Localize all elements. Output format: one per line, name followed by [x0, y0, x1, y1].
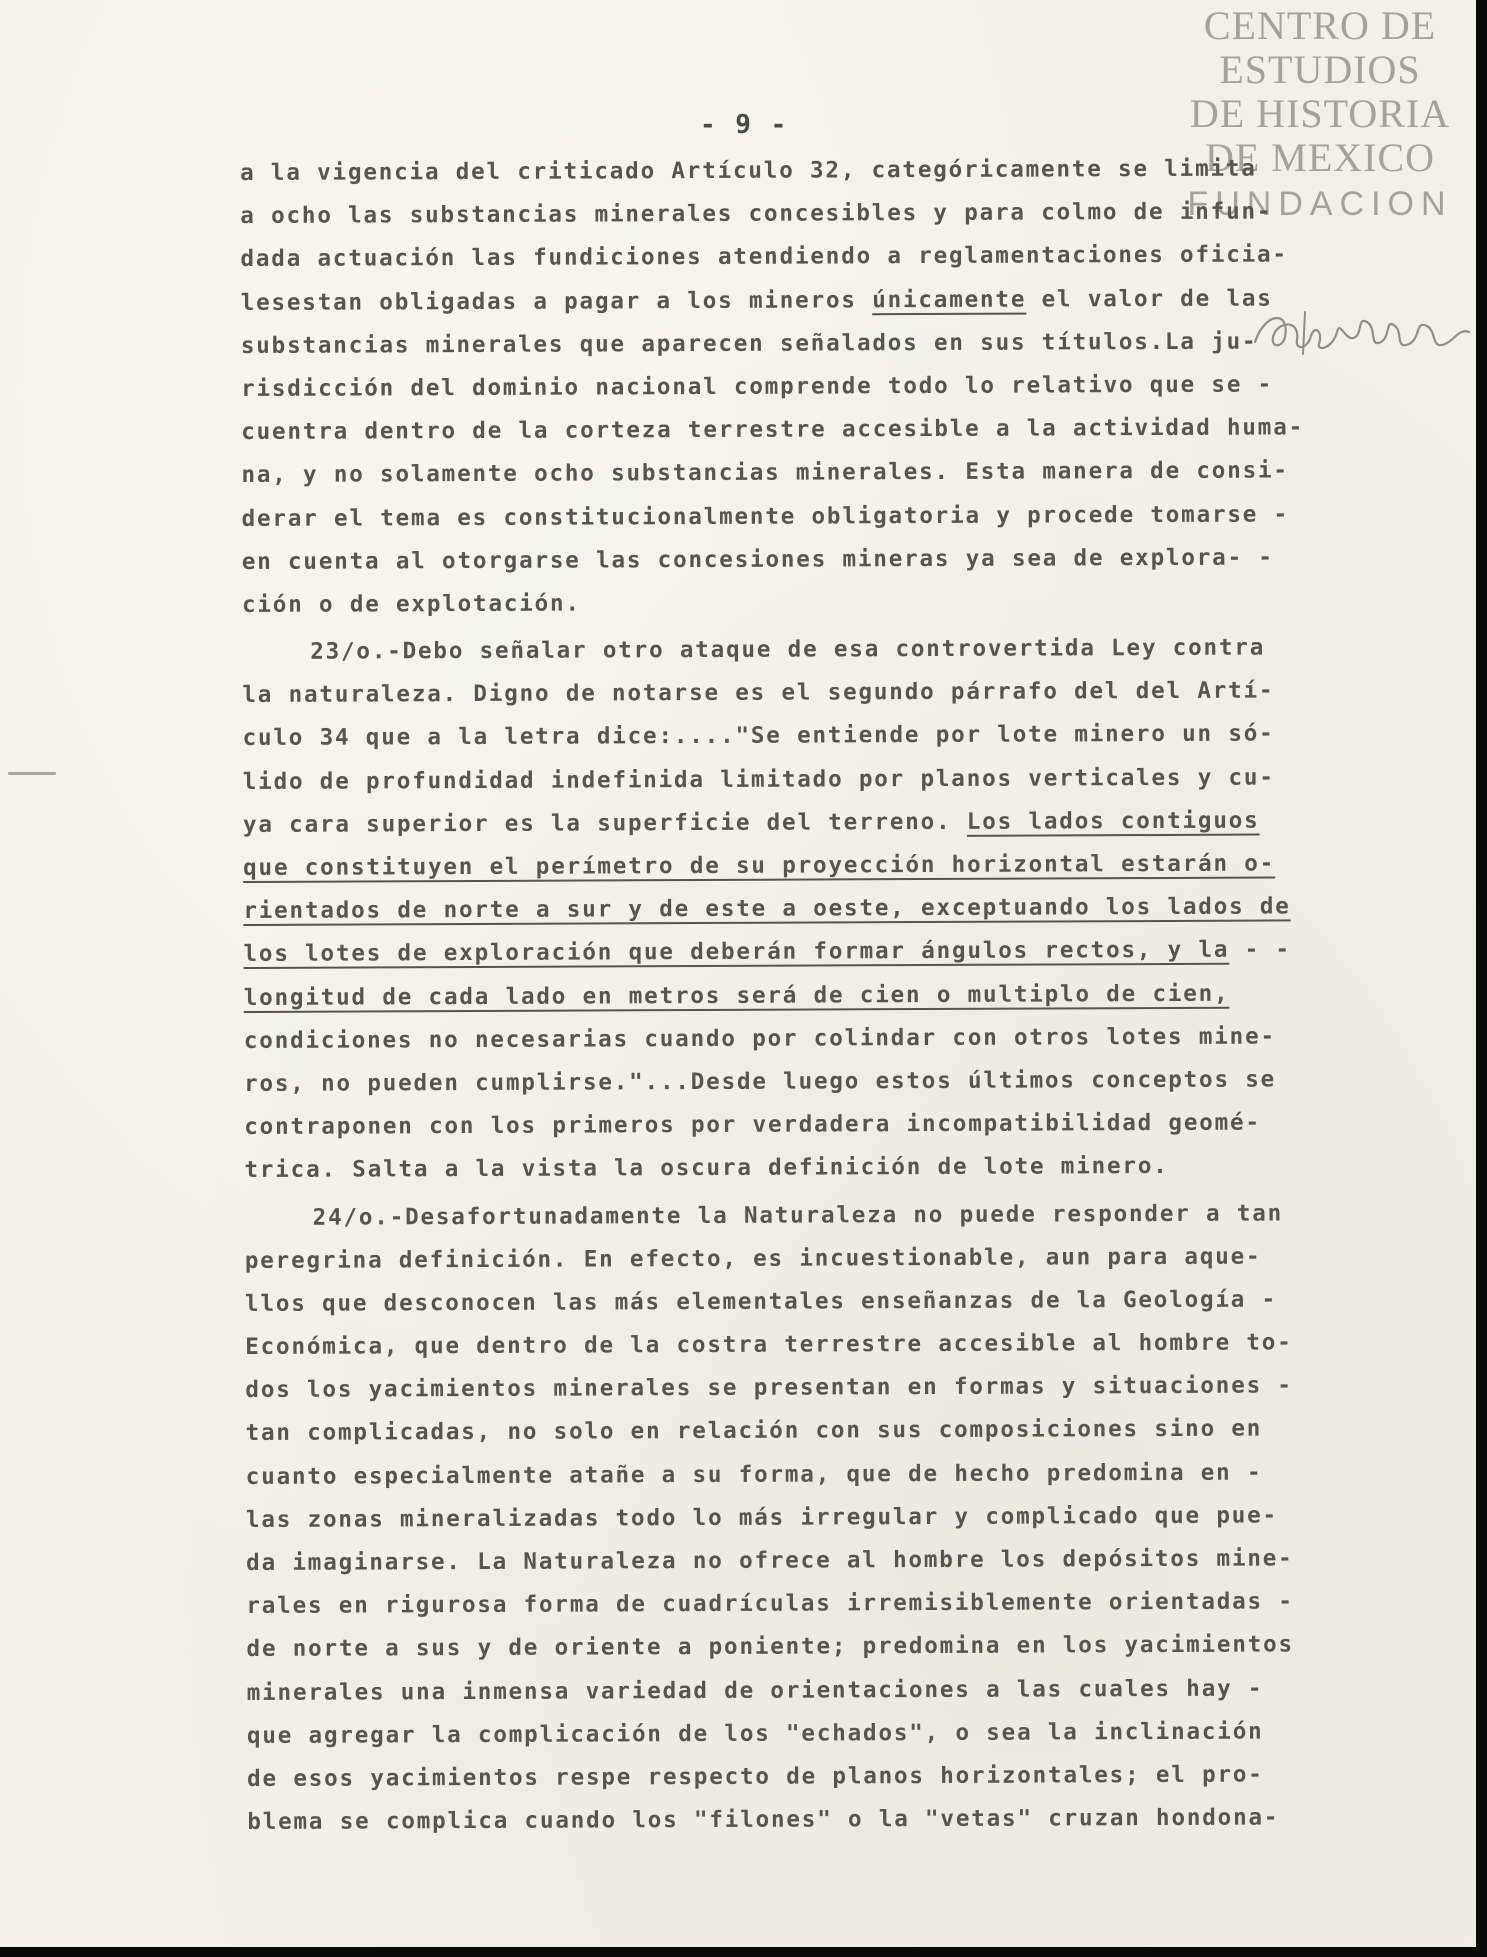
text-line [243, 928, 1463, 977]
text-line: llos que desconocen las más elementales enseñanzas de la Geología - [244, 1286, 1278, 1317]
text-line: culo 34 que a la letra dice:...."Se entiende por lote minero un só- [242, 720, 1275, 752]
text-line: derar el tema es constitucionalmente obligatoria y procede tomarse - [241, 500, 1290, 532]
underlined-word: únicamente [872, 286, 1027, 313]
text-line: la naturaleza. Digno de notarse es el segundo párrafo del del Artí- [242, 677, 1275, 709]
text-line: trica. Salta a la vista la oscura definición de lote minero. [244, 1153, 1169, 1184]
text-line: rales en rigurosa forma de cuadrículas irremisiblemente orientadas - [246, 1588, 1294, 1620]
text-line: minerales una inmensa variedad de orientaciones a las cuales hay - [246, 1675, 1264, 1706]
paragraph-start-line: 23/o.-Debo señalar otro ataque de esa controvertida Ley contra [310, 634, 1266, 665]
text-line: lido de profundidad indefinida limitado por planos verticales y cu- [242, 764, 1275, 795]
text-line: ros, no pueden cumplirse."...Desde luego estos últimos conceptos se [244, 1066, 1277, 1097]
page-number: - 9 - [700, 110, 789, 140]
watermark-line-5: FUNDACION [1187, 185, 1453, 223]
text-line: risdicción del dominio nacional comprende todo lo relativo que se - [240, 371, 1274, 402]
watermark-line-2: ESTUDIOS [1219, 47, 1421, 92]
text-line: cuanto especialmente atañe a su forma, que de hecho predomina en - [245, 1459, 1263, 1490]
underlined-line: rientados de norte a sur y de este a oeste, exceptuando los lados de [243, 893, 1291, 925]
text-line: da imaginarse. La Naturaleza no ofrece al hombre los depósitos mine- [246, 1545, 1294, 1576]
text-line: Económica, que dentro de la costra terrestre accesible al hombre to- [245, 1329, 1293, 1361]
text-line: a ocho las substancias minerales concesibles y para colmo de infun- [240, 198, 1273, 230]
text-line: peregrina definición. En efecto, es incuestionable, aun para aque- [244, 1243, 1262, 1274]
text-line: dada actuación las fundiciones atendiendo a reglamentaciones oficia- [240, 241, 1288, 273]
text-segment: ya cara superior es la superficie del terreno. [242, 808, 967, 838]
watermark-line-4: DE MEXICO [1204, 135, 1436, 180]
text-line: contraponen con los primeros por verdadera incompatibilidad geomé- [244, 1109, 1261, 1141]
text-line: que agregar la complicación de los "echados", o sea la inclinación [246, 1718, 1264, 1749]
text-line [241, 276, 1461, 325]
binding-mark [8, 772, 56, 775]
paragraph-start-line: 24/o.-Desafortunadamente la Naturaleza no puede responder a tan [312, 1199, 1284, 1231]
text-line [243, 798, 1463, 847]
underlined-passage: los lotes de exploración que deberán formar ángulos rectos, y la [243, 937, 1230, 968]
text-line: en cuenta al otorgarse las concesiones mineras ya sea de explora- - [241, 544, 1274, 575]
text-segment: el valor de las [1026, 285, 1273, 313]
text-segment: - - [1229, 936, 1291, 964]
text-line: las zonas mineralizadas todo lo más irregular y complicado que pue- [245, 1502, 1278, 1533]
text-line: de norte a sus y de oriente a poniente; predomina en los yacimientos [246, 1631, 1294, 1663]
text-line: blema se complica cuando los "filones" o la "vetas" cruzan hondona- [247, 1804, 1280, 1836]
text-line: cuentra dentro de la corteza terrestre accesible a la actividad huma- [241, 414, 1305, 446]
watermark-line-3: DE HISTORIA [1189, 91, 1451, 136]
text-line: condiciones no necesarias cuando por colindar con otros lotes mine- [243, 1023, 1276, 1054]
underlined-line: que constituyen el perímetro de su proyección horizontal estarán o- [243, 850, 1276, 881]
text-line: de esos yacimientos respe respecto de planos horizontales; el pro- [247, 1761, 1264, 1792]
text-line: ción o de explotación. [241, 590, 581, 618]
underlined-line: longitud de cada lado en metros será de cien o multiplo de cien, [243, 980, 1230, 1011]
text-line: na, y no solamente ocho substancias minerales. Esta manera de consi- [241, 457, 1289, 489]
typed-body [240, 147, 1467, 1845]
text-line: dos los yacimientos minerales se presentan en formas y situaciones - [245, 1372, 1293, 1404]
text-line: tan complicadas, no solo en relación con sus composiciones sino en [245, 1415, 1263, 1447]
underlined-passage: Los lados contiguos [966, 807, 1260, 835]
text-line: substancias minerales que aparecen señalados en sus títulos.La ju- [240, 328, 1258, 359]
text-line: a la vigencia del criticado Artículo 32, categóricamente se limita [240, 155, 1257, 186]
text-segment: lesestan obligadas a pagar a los mineros [240, 286, 873, 316]
watermark-line-1: CENTRO DE [1203, 3, 1437, 48]
